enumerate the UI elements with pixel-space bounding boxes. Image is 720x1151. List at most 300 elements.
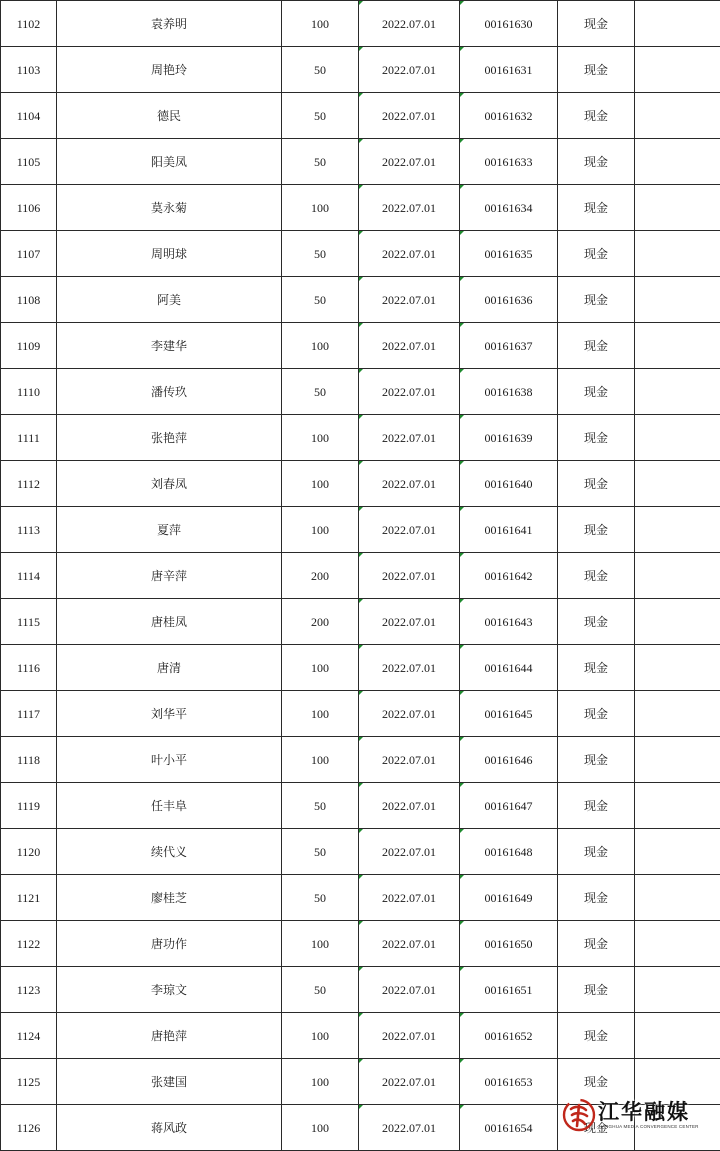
cell-sequence-no xyxy=(1,599,57,645)
table-row xyxy=(1,1059,720,1105)
cell-sequence-no xyxy=(1,783,57,829)
table-row xyxy=(1,461,720,507)
cell-sequence-no-text: 1113 xyxy=(17,523,40,537)
cell-date xyxy=(359,1,460,47)
table-row xyxy=(1,369,720,415)
cell-date-text: 2022.07.01 xyxy=(382,937,436,951)
cell-receipt-no xyxy=(460,921,558,967)
cell-amount xyxy=(282,93,359,139)
cell-amount xyxy=(282,185,359,231)
number-as-text-flag-icon xyxy=(359,461,363,465)
cell-date-text: 2022.07.01 xyxy=(382,201,436,215)
cell-payment-method-text: 现金 xyxy=(584,477,608,491)
cell-receipt-no-text: 00161654 xyxy=(485,1121,533,1135)
cell-date-text: 2022.07.01 xyxy=(382,707,436,721)
table-row xyxy=(1,1105,720,1151)
cell-date xyxy=(359,921,460,967)
cell-donor-name xyxy=(57,829,282,875)
cell-payment-method-text: 现金 xyxy=(584,753,608,767)
number-as-text-flag-icon xyxy=(460,967,464,971)
cell-donor-name xyxy=(57,553,282,599)
cell-payment-method-text: 现金 xyxy=(584,569,608,583)
cell-date xyxy=(359,645,460,691)
cell-date-text: 2022.07.01 xyxy=(382,615,436,629)
cell-amount xyxy=(282,875,359,921)
cell-receipt-no xyxy=(460,369,558,415)
cell-payment-method xyxy=(558,93,635,139)
cell-sequence-no xyxy=(1,323,57,369)
number-as-text-flag-icon xyxy=(359,1059,363,1063)
number-as-text-flag-icon xyxy=(460,507,464,511)
table-row xyxy=(1,829,720,875)
cell-sequence-no xyxy=(1,415,57,461)
cell-payment-method-text: 现金 xyxy=(584,845,608,859)
table-row xyxy=(1,47,720,93)
table-row xyxy=(1,507,720,553)
cell-donor-name-text: 叶小平 xyxy=(151,753,187,767)
cell-date xyxy=(359,47,460,93)
number-as-text-flag-icon xyxy=(359,139,363,143)
cell-donor-name-text: 唐艳萍 xyxy=(151,1029,187,1043)
cell-receipt-no xyxy=(460,1,558,47)
cell-date-text: 2022.07.01 xyxy=(382,293,436,307)
cell-sequence-no xyxy=(1,47,57,93)
cell-donor-name-text: 袁养明 xyxy=(151,17,187,31)
cell-note xyxy=(635,691,720,737)
cell-receipt-no xyxy=(460,737,558,783)
cell-amount-text: 100 xyxy=(311,201,329,215)
cell-sequence-no xyxy=(1,829,57,875)
cell-receipt-no xyxy=(460,93,558,139)
cell-amount xyxy=(282,921,359,967)
cell-sequence-no-text: 1107 xyxy=(17,247,41,261)
cell-sequence-no-text: 1105 xyxy=(17,155,41,169)
number-as-text-flag-icon xyxy=(359,829,363,833)
cell-receipt-no-text: 00161646 xyxy=(485,753,533,767)
number-as-text-flag-icon xyxy=(460,691,464,695)
cell-receipt-no xyxy=(460,829,558,875)
cell-payment-method xyxy=(558,829,635,875)
cell-sequence-no xyxy=(1,1013,57,1059)
cell-receipt-no-text: 00161639 xyxy=(485,431,533,445)
cell-payment-method xyxy=(558,691,635,737)
cell-donor-name xyxy=(57,47,282,93)
number-as-text-flag-icon xyxy=(359,1105,363,1109)
cell-date-text: 2022.07.01 xyxy=(382,523,436,537)
cell-sequence-no xyxy=(1,369,57,415)
cell-note xyxy=(635,967,720,1013)
cell-sequence-no-text: 1121 xyxy=(17,891,41,905)
cell-donor-name-text: 张艳萍 xyxy=(151,431,187,445)
cell-receipt-no-text: 00161652 xyxy=(485,1029,533,1043)
cell-amount-text: 50 xyxy=(314,109,326,123)
number-as-text-flag-icon xyxy=(460,1,464,5)
cell-date-text: 2022.07.01 xyxy=(382,1075,436,1089)
cell-date xyxy=(359,93,460,139)
cell-donor-name xyxy=(57,1059,282,1105)
cell-payment-method xyxy=(558,553,635,599)
cell-donor-name-text: 阳美凤 xyxy=(151,155,187,169)
cell-payment-method xyxy=(558,415,635,461)
cell-amount xyxy=(282,1013,359,1059)
cell-donor-name xyxy=(57,369,282,415)
cell-amount-text: 100 xyxy=(311,1029,329,1043)
cell-payment-method xyxy=(558,875,635,921)
cell-note xyxy=(635,553,720,599)
cell-date-text: 2022.07.01 xyxy=(382,339,436,353)
number-as-text-flag-icon xyxy=(359,967,363,971)
cell-payment-method xyxy=(558,737,635,783)
cell-payment-method xyxy=(558,645,635,691)
cell-date-text: 2022.07.01 xyxy=(382,891,436,905)
cell-sequence-no-text: 1117 xyxy=(17,707,40,721)
table-row xyxy=(1,139,720,185)
cell-donor-name xyxy=(57,921,282,967)
cell-donor-name-text: 李琼文 xyxy=(151,983,187,997)
number-as-text-flag-icon xyxy=(460,645,464,649)
cell-sequence-no xyxy=(1,691,57,737)
cell-receipt-no xyxy=(460,47,558,93)
number-as-text-flag-icon xyxy=(460,921,464,925)
cell-donor-name-text: 潘传玖 xyxy=(151,385,187,399)
cell-sequence-no xyxy=(1,737,57,783)
cell-note xyxy=(635,185,720,231)
cell-receipt-no xyxy=(460,323,558,369)
cell-date-text: 2022.07.01 xyxy=(382,845,436,859)
table-row xyxy=(1,645,720,691)
cell-note xyxy=(635,47,720,93)
cell-date xyxy=(359,599,460,645)
cell-date-text: 2022.07.01 xyxy=(382,385,436,399)
cell-payment-method xyxy=(558,1059,635,1105)
cell-payment-method-text: 现金 xyxy=(584,247,608,261)
cell-receipt-no xyxy=(460,231,558,277)
cell-amount xyxy=(282,783,359,829)
cell-sequence-no xyxy=(1,1059,57,1105)
cell-receipt-no xyxy=(460,415,558,461)
cell-donor-name xyxy=(57,415,282,461)
cell-amount xyxy=(282,967,359,1013)
cell-receipt-no-text: 00161631 xyxy=(485,63,533,77)
number-as-text-flag-icon xyxy=(460,553,464,557)
cell-donor-name xyxy=(57,461,282,507)
cell-donor-name xyxy=(57,1013,282,1059)
number-as-text-flag-icon xyxy=(460,369,464,373)
cell-receipt-no-text: 00161645 xyxy=(485,707,533,721)
cell-date-text: 2022.07.01 xyxy=(382,17,436,31)
table-row xyxy=(1,185,720,231)
table-row xyxy=(1,691,720,737)
number-as-text-flag-icon xyxy=(460,461,464,465)
number-as-text-flag-icon xyxy=(460,1013,464,1017)
cell-donor-name-text: 唐桂凤 xyxy=(151,615,187,629)
cell-sequence-no xyxy=(1,967,57,1013)
cell-donor-name-text: 莫永菊 xyxy=(151,201,187,215)
cell-note xyxy=(635,1013,720,1059)
cell-amount-text: 100 xyxy=(311,707,329,721)
table-row xyxy=(1,737,720,783)
number-as-text-flag-icon xyxy=(460,323,464,327)
cell-note xyxy=(635,323,720,369)
watermark-title: 江华融媒 xyxy=(598,1100,699,1124)
cell-note xyxy=(635,599,720,645)
cell-donor-name-text: 张建国 xyxy=(151,1075,187,1089)
cell-sequence-no-text: 1108 xyxy=(17,293,41,307)
cell-amount-text: 200 xyxy=(311,569,329,583)
cell-receipt-no-text: 00161636 xyxy=(485,293,533,307)
cell-payment-method xyxy=(558,1,635,47)
number-as-text-flag-icon xyxy=(359,783,363,787)
cell-receipt-no xyxy=(460,507,558,553)
cell-receipt-no xyxy=(460,1013,558,1059)
cell-sequence-no-text: 1115 xyxy=(17,615,40,629)
cell-payment-method-text: 现金 xyxy=(584,661,608,675)
cell-date-text: 2022.07.01 xyxy=(382,431,436,445)
cell-sequence-no xyxy=(1,553,57,599)
cell-receipt-no xyxy=(460,783,558,829)
cell-donor-name-text: 续代义 xyxy=(151,845,187,859)
cell-date-text: 2022.07.01 xyxy=(382,247,436,261)
cell-donor-name-text: 德民 xyxy=(157,109,181,123)
cell-amount-text: 100 xyxy=(311,937,329,951)
number-as-text-flag-icon xyxy=(359,507,363,511)
cell-date xyxy=(359,691,460,737)
number-as-text-flag-icon xyxy=(359,323,363,327)
cell-sequence-no-text: 1114 xyxy=(17,569,40,583)
cell-receipt-no-text: 00161648 xyxy=(485,845,533,859)
cell-amount xyxy=(282,415,359,461)
cell-date xyxy=(359,1013,460,1059)
cell-amount-text: 100 xyxy=(311,661,329,675)
cell-payment-method xyxy=(558,921,635,967)
cell-amount xyxy=(282,139,359,185)
cell-donor-name-text: 刘华平 xyxy=(151,707,187,721)
ledger-body xyxy=(1,1,720,1151)
cell-sequence-no-text: 1119 xyxy=(17,799,40,813)
cell-sequence-no xyxy=(1,231,57,277)
table-row xyxy=(1,967,720,1013)
cell-receipt-no xyxy=(460,599,558,645)
cell-date xyxy=(359,829,460,875)
cell-amount-text: 50 xyxy=(314,845,326,859)
table-row xyxy=(1,277,720,323)
table-row xyxy=(1,1,720,47)
cell-amount-text: 50 xyxy=(314,155,326,169)
cell-sequence-no xyxy=(1,875,57,921)
cell-sequence-no-text: 1106 xyxy=(17,201,41,215)
cell-date-text: 2022.07.01 xyxy=(382,753,436,767)
cell-payment-method-text: 现金 xyxy=(584,799,608,813)
cell-payment-method-text: 现金 xyxy=(584,431,608,445)
cell-sequence-no-text: 1120 xyxy=(17,845,41,859)
cell-receipt-no-text: 00161640 xyxy=(485,477,533,491)
cell-note xyxy=(635,1,720,47)
cell-sequence-no-text: 1123 xyxy=(17,983,41,997)
cell-amount xyxy=(282,691,359,737)
watermark-subtitle: JIANGHUA MEDIA CONVERGENCE CENTER xyxy=(598,1124,699,1130)
cell-amount-text: 100 xyxy=(311,339,329,353)
cell-amount-text: 50 xyxy=(314,293,326,307)
cell-date-text: 2022.07.01 xyxy=(382,799,436,813)
cell-payment-method-text: 现金 xyxy=(584,385,608,399)
cell-note xyxy=(635,783,720,829)
cell-amount xyxy=(282,599,359,645)
cell-payment-method xyxy=(558,323,635,369)
cell-amount-text: 100 xyxy=(311,1121,329,1135)
cell-sequence-no xyxy=(1,507,57,553)
cell-receipt-no-text: 00161641 xyxy=(485,523,533,537)
cell-payment-method xyxy=(558,231,635,277)
cell-amount xyxy=(282,1105,359,1151)
cell-payment-method-text: 现金 xyxy=(584,891,608,905)
number-as-text-flag-icon xyxy=(359,645,363,649)
cell-date xyxy=(359,139,460,185)
number-as-text-flag-icon xyxy=(460,783,464,787)
cell-sequence-no-text: 1116 xyxy=(17,661,40,675)
number-as-text-flag-icon xyxy=(460,599,464,603)
number-as-text-flag-icon xyxy=(460,829,464,833)
cell-date-text: 2022.07.01 xyxy=(382,1029,436,1043)
cell-amount xyxy=(282,829,359,875)
cell-note xyxy=(635,139,720,185)
cell-donor-name xyxy=(57,875,282,921)
cell-amount xyxy=(282,231,359,277)
cell-payment-method-text: 现金 xyxy=(584,615,608,629)
cell-amount-text: 100 xyxy=(311,17,329,31)
cell-amount-text: 50 xyxy=(314,983,326,997)
cell-payment-method xyxy=(558,1013,635,1059)
table-row xyxy=(1,415,720,461)
cell-sequence-no-text: 1112 xyxy=(17,477,40,491)
cell-date-text: 2022.07.01 xyxy=(382,155,436,169)
cell-payment-method xyxy=(558,1105,635,1151)
cell-payment-method-text: 现金 xyxy=(584,63,608,77)
number-as-text-flag-icon xyxy=(359,691,363,695)
cell-sequence-no-text: 1126 xyxy=(17,1121,41,1135)
table-row xyxy=(1,1013,720,1059)
cell-sequence-no xyxy=(1,277,57,323)
number-as-text-flag-icon xyxy=(460,415,464,419)
cell-date xyxy=(359,369,460,415)
cell-payment-method xyxy=(558,277,635,323)
cell-amount xyxy=(282,323,359,369)
cell-amount xyxy=(282,645,359,691)
cell-receipt-no-text: 00161649 xyxy=(485,891,533,905)
cell-date-text: 2022.07.01 xyxy=(382,569,436,583)
cell-amount-text: 100 xyxy=(311,753,329,767)
cell-date xyxy=(359,231,460,277)
cell-amount-text: 100 xyxy=(311,431,329,445)
cell-donor-name xyxy=(57,783,282,829)
cell-donor-name xyxy=(57,599,282,645)
cell-donor-name xyxy=(57,231,282,277)
cell-sequence-no-text: 1104 xyxy=(17,109,41,123)
number-as-text-flag-icon xyxy=(460,1059,464,1063)
cell-payment-method-text: 现金 xyxy=(584,17,608,31)
cell-receipt-no-text: 00161643 xyxy=(485,615,533,629)
cell-date-text: 2022.07.01 xyxy=(382,661,436,675)
cell-donor-name-text: 阿美 xyxy=(157,293,181,307)
cell-receipt-no-text: 00161634 xyxy=(485,201,533,215)
cell-donor-name-text: 夏萍 xyxy=(157,523,181,537)
cell-sequence-no-text: 1110 xyxy=(17,385,40,399)
cell-note xyxy=(635,231,720,277)
cell-amount-text: 100 xyxy=(311,477,329,491)
cell-date xyxy=(359,277,460,323)
cell-note xyxy=(635,1105,720,1151)
cell-donor-name xyxy=(57,323,282,369)
cell-receipt-no-text: 00161633 xyxy=(485,155,533,169)
cell-donor-name xyxy=(57,277,282,323)
number-as-text-flag-icon xyxy=(359,599,363,603)
number-as-text-flag-icon xyxy=(359,553,363,557)
cell-payment-method-text: 现金 xyxy=(584,293,608,307)
table-row xyxy=(1,323,720,369)
cell-payment-method xyxy=(558,599,635,645)
cell-receipt-no xyxy=(460,461,558,507)
cell-payment-method-text: 现金 xyxy=(584,523,608,537)
cell-payment-method-text: 现金 xyxy=(584,983,608,997)
cell-date xyxy=(359,783,460,829)
number-as-text-flag-icon xyxy=(359,1013,363,1017)
cell-donor-name xyxy=(57,737,282,783)
cell-date xyxy=(359,415,460,461)
cell-payment-method-text: 现金 xyxy=(584,1121,608,1135)
cell-donor-name-text: 唐清 xyxy=(157,661,181,675)
cell-date xyxy=(359,461,460,507)
cell-receipt-no-text: 00161647 xyxy=(485,799,533,813)
cell-note xyxy=(635,461,720,507)
cell-sequence-no-text: 1103 xyxy=(17,63,41,77)
cell-note xyxy=(635,415,720,461)
cell-sequence-no-text: 1102 xyxy=(17,17,41,31)
number-as-text-flag-icon xyxy=(359,185,363,189)
number-as-text-flag-icon xyxy=(359,277,363,281)
cell-receipt-no-text: 00161650 xyxy=(485,937,533,951)
cell-amount-text: 100 xyxy=(311,523,329,537)
cell-payment-method-text: 现金 xyxy=(584,109,608,123)
cell-date-text: 2022.07.01 xyxy=(382,983,436,997)
cell-note xyxy=(635,875,720,921)
cell-payment-method-text: 现金 xyxy=(584,707,608,721)
cell-donor-name-text: 廖桂芝 xyxy=(151,891,187,905)
cell-note xyxy=(635,93,720,139)
cell-donor-name xyxy=(57,1,282,47)
cell-receipt-no-text: 00161653 xyxy=(485,1075,533,1089)
cell-date-text: 2022.07.01 xyxy=(382,109,436,123)
cell-note xyxy=(635,829,720,875)
cell-date xyxy=(359,507,460,553)
cell-sequence-no xyxy=(1,645,57,691)
cell-donor-name xyxy=(57,185,282,231)
cell-donor-name xyxy=(57,507,282,553)
cell-receipt-no-text: 00161651 xyxy=(485,983,533,997)
cell-date-text: 2022.07.01 xyxy=(382,63,436,77)
number-as-text-flag-icon xyxy=(460,1105,464,1109)
cell-amount xyxy=(282,461,359,507)
cell-amount xyxy=(282,369,359,415)
number-as-text-flag-icon xyxy=(359,93,363,97)
cell-donor-name-text: 任丰阜 xyxy=(151,799,187,813)
cell-sequence-no xyxy=(1,139,57,185)
cell-payment-method-text: 现金 xyxy=(584,1029,608,1043)
cell-donor-name xyxy=(57,1105,282,1151)
cell-donor-name-text: 唐功作 xyxy=(151,937,187,951)
number-as-text-flag-icon xyxy=(359,231,363,235)
cell-receipt-no-text: 00161637 xyxy=(485,339,533,353)
cell-payment-method-text: 现金 xyxy=(584,1075,608,1089)
cell-receipt-no xyxy=(460,1059,558,1105)
